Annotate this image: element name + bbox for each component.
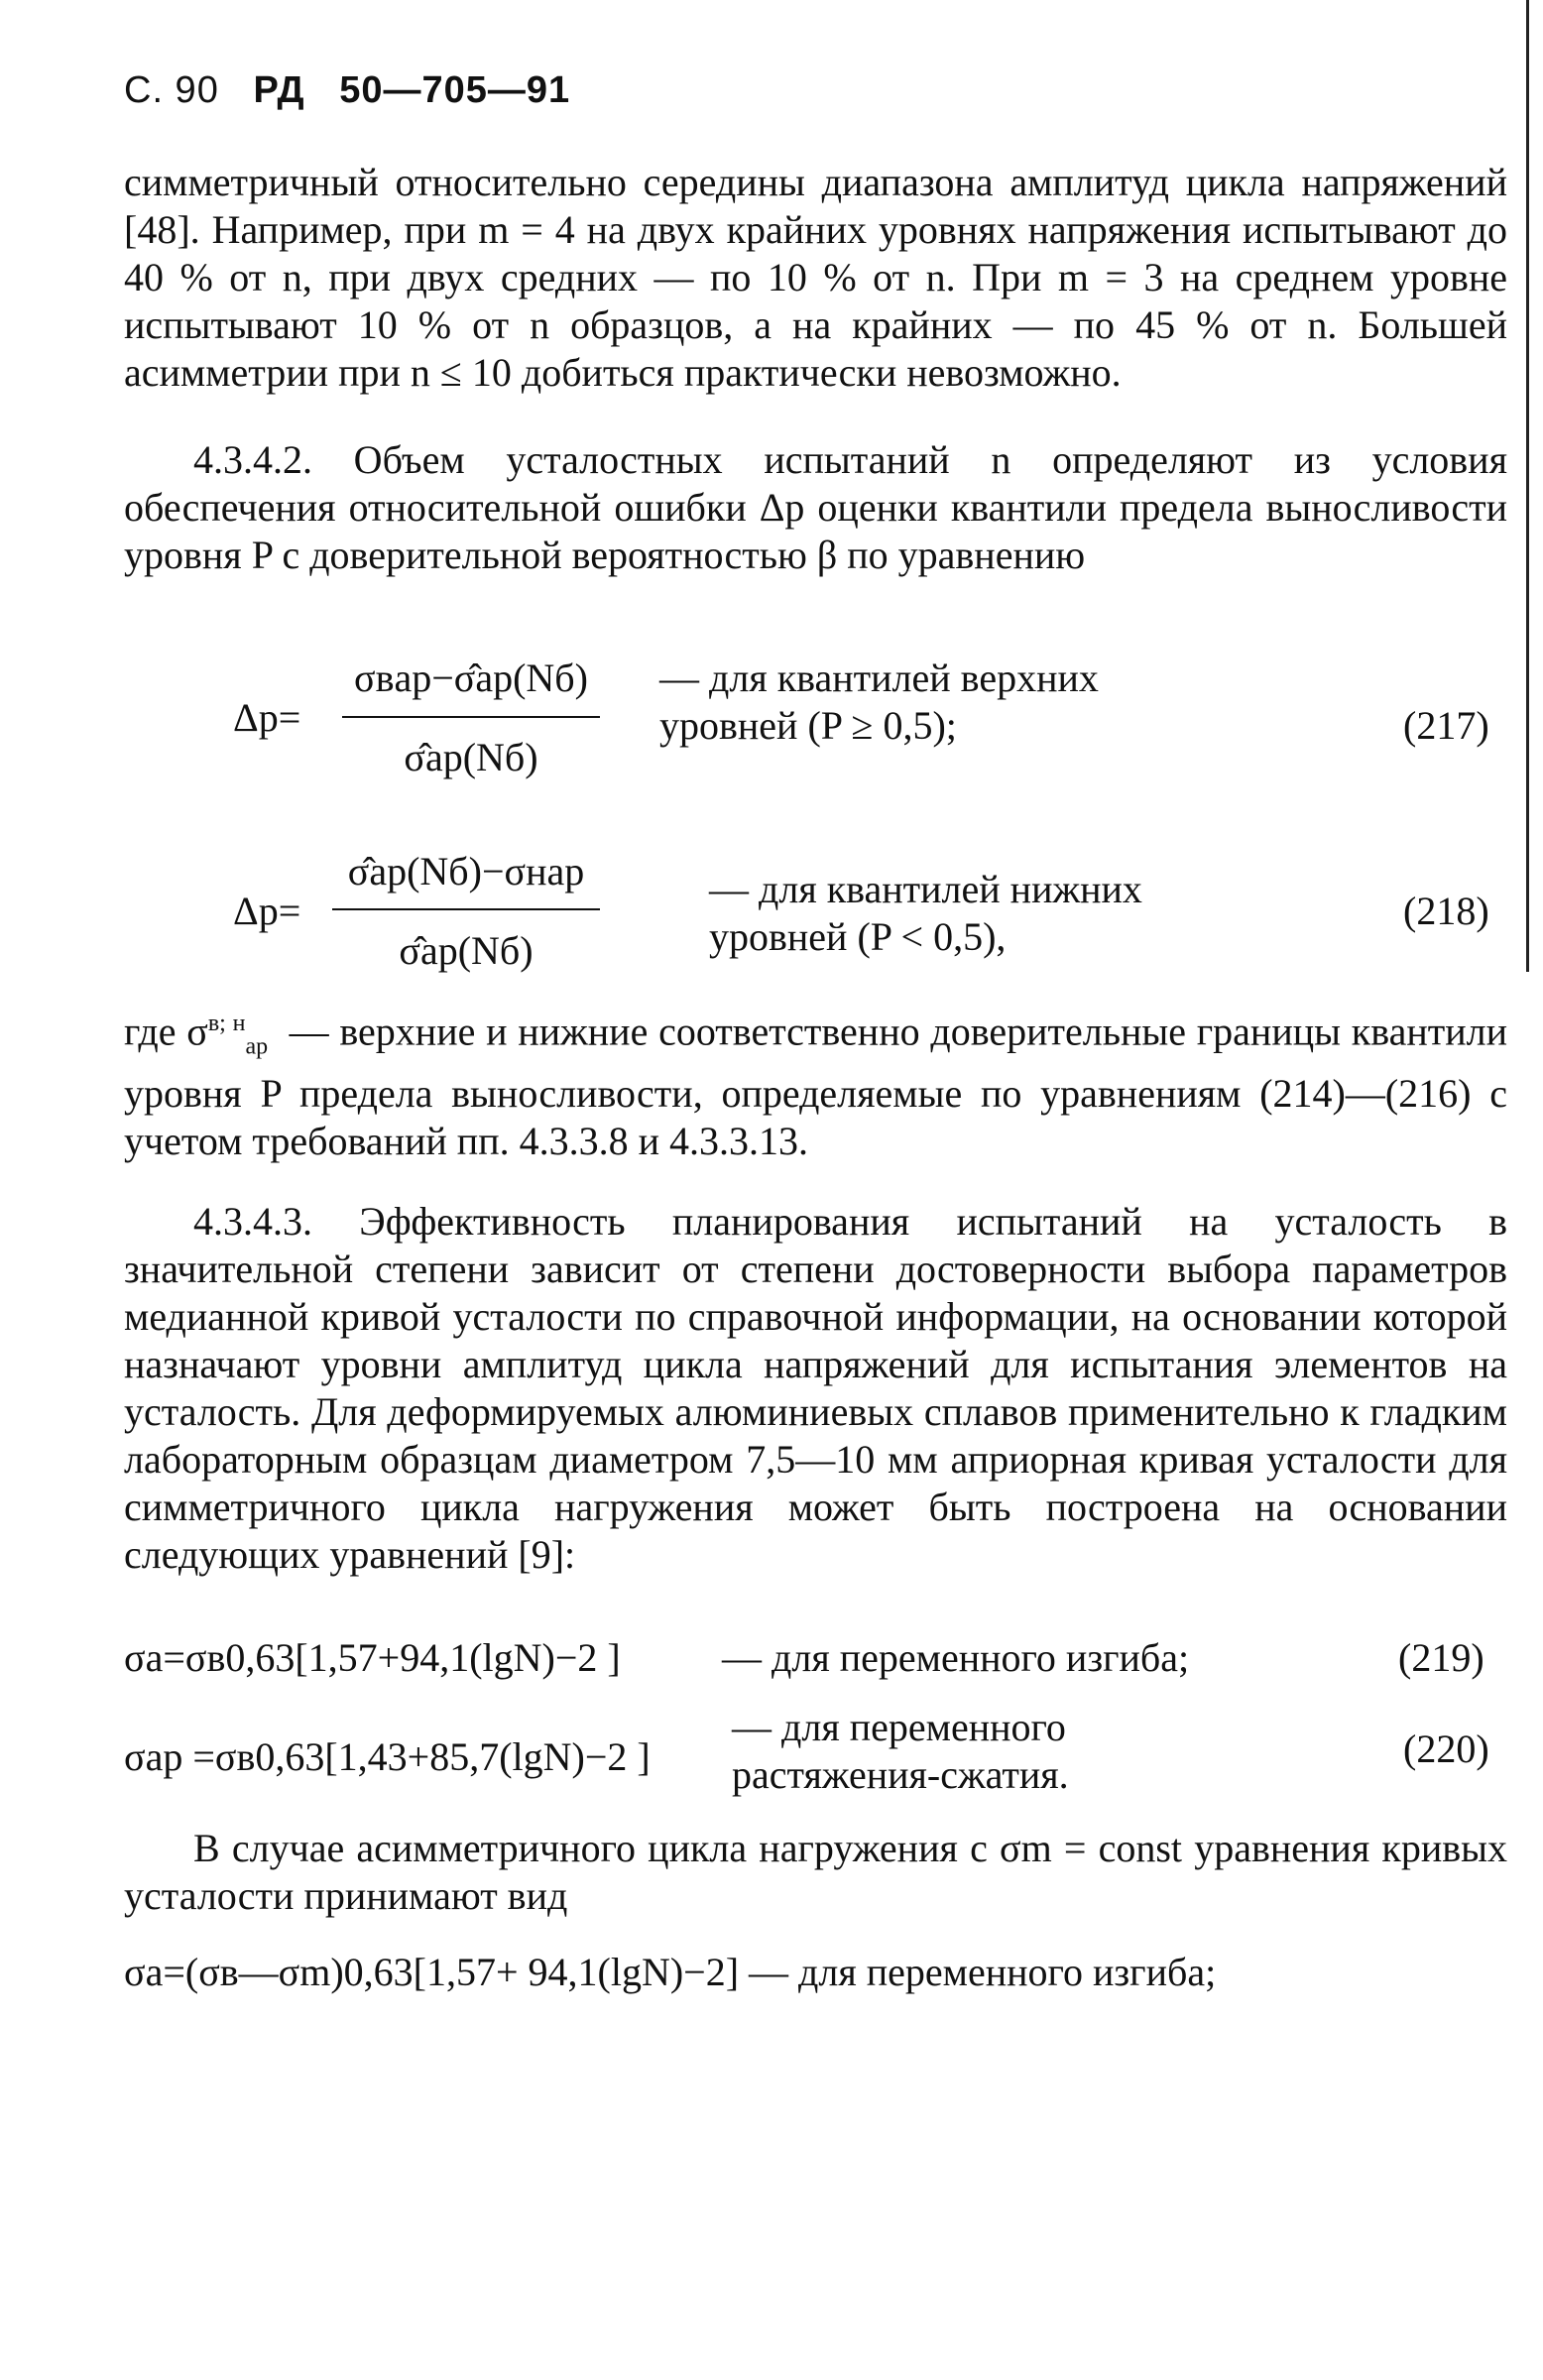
eq217-note-1: — для квантилей верхних [659, 655, 1099, 700]
where-sup: в; н [207, 1011, 246, 1036]
eq218-fraction-bar [332, 908, 600, 910]
eq217-fraction-bar [342, 716, 600, 718]
eq220-note-1: — для переменного [732, 1705, 1066, 1749]
eq220-formula: σap =σв0,63[1,43+85,7(lgN)−2 ] [124, 1734, 651, 1779]
eq218-note-1: — для квантилей нижних [709, 867, 1142, 911]
eq219-number: (219) [1398, 1635, 1484, 1680]
eq218-note-2: уровней (P < 0,5), [709, 914, 1007, 959]
paragraph-4-3-4-2 [124, 436, 1507, 579]
eq217-lhs: Δp= [233, 695, 301, 740]
document-code: РД [253, 69, 305, 111]
paragraph-asymmetric-text: В случае асимметричного цикла нагружения с σm = const уравнения кривых усталости принимают вид [124, 1826, 1507, 1918]
paragraph-4-3-4-2-text: 4.3.4.2. Объем усталостных испытаний n определяют из условия обеспечения относительной ошибки Δp оценки квантили предела выносливости уровня P с доверительной вероятностью β по уравнению [124, 437, 1507, 577]
eq218-denominator: σ̂ap(Nб) [399, 928, 534, 973]
paragraph-4-3-4-3 [124, 1198, 1507, 1579]
paragraph-4-3-4-3-text: 4.3.4.3. Эффективность планирования испытаний на усталость в значительной степени зависит от степени достоверности выбора параметров медианной кривой усталости по справочной информации, на основании которой назначают уровни амплитуд цикла напряжений для испытания элементов на усталость. Для деформируемых алюминиевых сплавов применительно к гладким лабораторным образцам диаметром 7,5—10 мм априорная кривая усталости для симметричного цикла нагружения может быть построена на основании следующих уравнений [9]: [124, 1199, 1507, 1577]
where-sub: ap [245, 1033, 269, 1060]
where-label: где σ [124, 1009, 208, 1054]
eq218-numerator: σ̂ap(Nб)−σнap [347, 849, 585, 893]
eq217-note-2: уровней (P ≥ 0,5); [659, 703, 957, 748]
eq-asymmetric-bending: σa=(σв—σm)0,63[1,57+ 94,1(lgN)−2] — для переменного изгиба; [124, 1950, 1217, 1994]
paragraph-asymmetric [124, 1825, 1507, 1920]
eq220-number: (220) [1403, 1726, 1489, 1771]
eq220-note-2: растяжения-сжатия. [732, 1752, 1069, 1797]
eq217-numerator: σвap−σ̂ap(Nб) [354, 655, 588, 700]
eq218-lhs: Δp= [233, 889, 301, 933]
eq217-number: (217) [1403, 703, 1489, 748]
document-number: 50—705—91 [339, 69, 571, 111]
paragraph-where [124, 1000, 1507, 1165]
eq219-note: — для переменного изгиба; [722, 1635, 1190, 1680]
eq217-denominator: σ̂ap(Nб) [404, 735, 538, 779]
paragraph-intro: симметричный относительно середины диапазона амплитуд цикла напряжений [48]. Например, при m = 4 на двух крайних уровнях напряжения испытывают до 40 % от n, при двух средних — по 10 % от n. При m = 3 на среднем уровне испытывают 10 % от n образцов, а на крайних — по 45 % от n. Большей асимметрии при n ≤ 10 добиться практически невозможно. [124, 160, 1507, 395]
page-number: С. 90 [124, 69, 219, 111]
page-edge-line [1526, 0, 1529, 972]
eq219-formula: σa=σв0,63[1,57+94,1(lgN)−2 ] [124, 1635, 621, 1680]
eq218-number: (218) [1403, 889, 1489, 933]
page-header [124, 69, 570, 112]
where-text: — верхние и нижние соответственно доверительные границы квантили уровня P предела выносливости, определяемые по уравнениям (214)—(216) с учетом требований пп. 4.3.3.8 и 4.3.3.13. [124, 1009, 1507, 1164]
